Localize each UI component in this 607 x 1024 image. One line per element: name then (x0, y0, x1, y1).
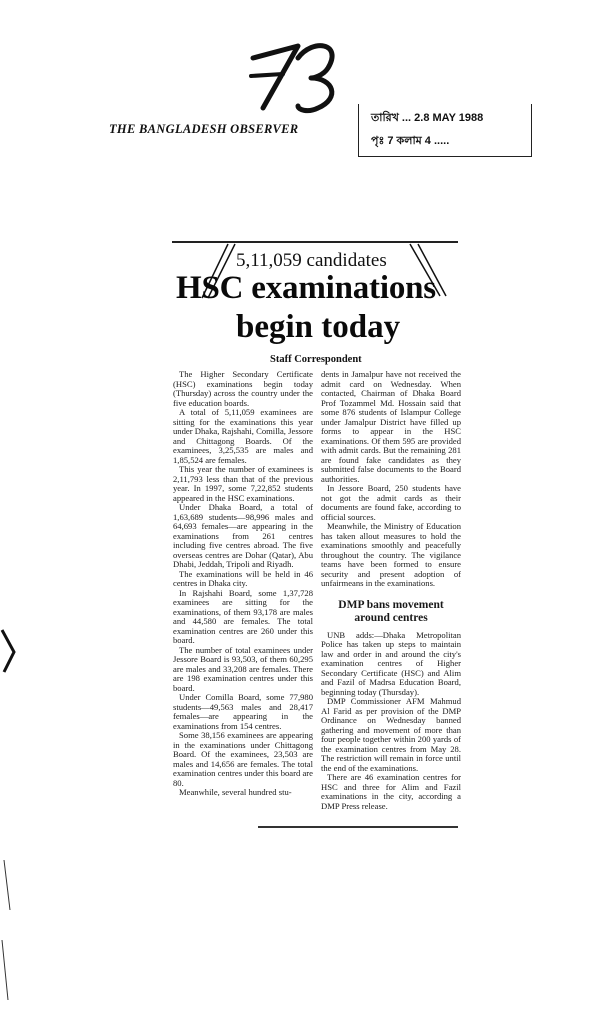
subheading: DMP bans movement around centres (338, 598, 444, 624)
paragraph: Some 38,156 examinees are appearing in the examinations under Chittagong Board. Of the examinees, 23,503 are males and 14,656 are females. The total examination centres under this board are 80. (173, 730, 313, 788)
date-stamp (358, 104, 532, 157)
paragraph: DMP Commissioner AFM Mahmud Al Farid as per provision of the DMP Ordinance on Wednesday banned gathering and movement of more than four people together within 200 yards of the examination centres from May 28. The restriction will remain in force until the end of the examinations. (321, 696, 461, 773)
right-column (321, 370, 461, 811)
paragraph: The number of total examinees under Jessore Board is 93,503, of them 60,295 are males and 33,208 are females. There are 198 examination centres under this board. (173, 644, 313, 693)
paragraph: A total of 5,11,059 examinees are sitting for the examinations this year under Dhaka, Rajshahi, Comilla, Jessore and Chittagong Boards. Of the examinees, 3,25,535 are males and 1,85,524 are females. (173, 407, 313, 465)
paragraph: Under Dhaka Board, a total of 1,63,689 students—98,996 males and 64,693 females—are appearing in the examinations from 261 centres including five centres abroad. The five overseas centres are Dohar (Qatar), Abu Dhabi, Jeddah, Tripoli and Riyadh. (173, 502, 313, 569)
paragraph: Under Comilla Board, some 77,980 students—49,563 males and 28,417 females—are appearing in the examinations from 154 centres. (173, 692, 313, 731)
newspaper-masthead: THE BANGLADESH OBSERVER (109, 122, 299, 136)
handwritten-page-number (243, 28, 353, 118)
paragraph: This year the number of examinees is 2,11,793 less than that of the previous year. In 1997, some 7,22,852 students appeared in the HSC examinations. (173, 464, 313, 503)
paragraph: In Jessore Board, 250 students have not got the admit cards as their documents are found fake, according to official sources. (321, 483, 461, 522)
byline: Staff Correspondent (270, 354, 362, 365)
paragraph: UNB adds:—Dhaka Metropolitan Police has taken up steps to maintain law and order in and around the city's examination centres of Higher Secondary Certificate (HSC) and Alim and Fazil of Madrsa Education Board, beginning today (Thursday). (321, 629, 461, 697)
bottom-rule (258, 826, 458, 828)
headline-line-2: begin today (236, 309, 401, 345)
paragraph: There are 46 examination centres for HSC and three for Alim and Fazil examinations in the city, according a DMP Press release. (321, 772, 461, 811)
headline-line-1: HSC examinations (176, 270, 436, 306)
paragraph: The Higher Secondary Certificate (HSC) examinations begin today (Thursday) across the country under the five education boards. (173, 369, 313, 408)
stamp-page-column-line: পৃঃ 7 কলাম 4 ..... (371, 135, 450, 147)
paragraph: The examinations will be held in 46 centres in Dhaka city. (173, 568, 313, 588)
newspaper-clipping (170, 238, 462, 828)
scan-edge-marks (0, 560, 30, 1020)
headline-kicker: 5,11,059 candidates (236, 250, 387, 271)
paragraph: dents in Jamalpur have not received the admit card on Wednesday. When contacted, Chairman of Dhaka Board Prof Tozammel Md. Hossain said that some 876 students of Islampur College under Jamalpur District have filled up forms to appear in the HSC examinations. Of them 595 are provided with admit cards. But the remaining 281 are found fake candidates as they submitted false documents to the Board authorities. (321, 369, 461, 484)
paragraph: In Rajshahi Board, some 1,37,728 examinees are sitting for the examinations, of them 93,178 are males and 44,580 are females. The total examination centres are 260 under this board. (173, 587, 313, 645)
left-column (173, 370, 313, 798)
paragraph: Meanwhile, the Ministry of Education has taken allout measures to hold the examinations smoothly and peacefully throughout the country. The vigilance teams have been formed to ensure security and present adoption of unfairmeans in the examinations. (321, 521, 461, 588)
paragraph: Meanwhile, several hundred stu- (179, 787, 292, 797)
stamp-date-line: তারিখ ... 2.8 MAY 1988 (371, 112, 484, 124)
